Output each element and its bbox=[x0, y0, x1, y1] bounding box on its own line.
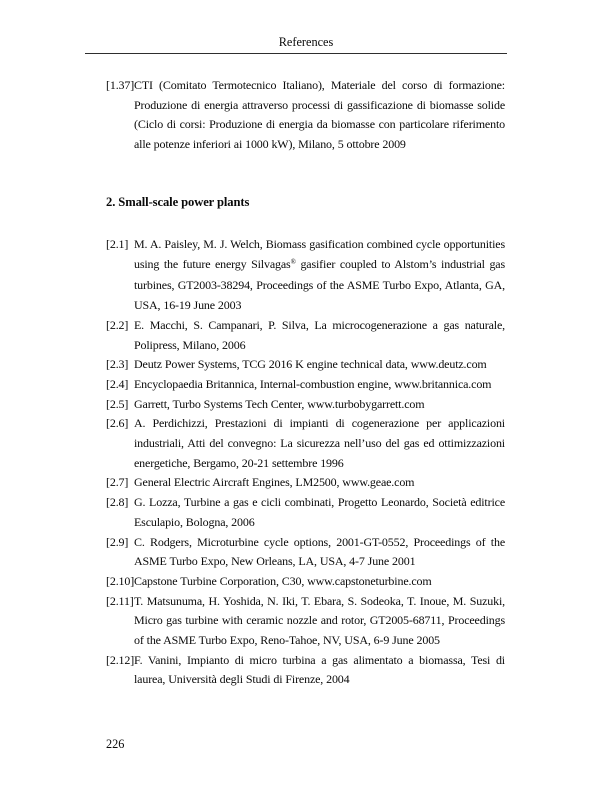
reference-label: [2.3] bbox=[106, 357, 129, 372]
reference-item bbox=[106, 375, 505, 395]
reference-label: [2.12] bbox=[106, 652, 135, 667]
reference-text: Encyclopaedia Britannica, Internal-combustion engine, www.britannica.com bbox=[134, 376, 492, 391]
reference-text: Capstone Turbine Corporation, C30, www.capstoneturbine.com bbox=[134, 573, 432, 588]
reference-label: [2.4] bbox=[106, 376, 129, 391]
reference-label: [2.1] bbox=[106, 237, 129, 251]
reference-item bbox=[106, 473, 505, 493]
reference-list-part1 bbox=[106, 76, 505, 155]
reference-item bbox=[106, 533, 505, 572]
reference-text: Deutz Power Systems, TCG 2016 K engine technical data, www.deutz.com bbox=[134, 357, 487, 372]
reference-list-part2 bbox=[106, 235, 505, 690]
reference-item bbox=[106, 395, 505, 415]
reference-item bbox=[106, 592, 505, 651]
reference-item bbox=[106, 493, 505, 532]
reference-label: [2.5] bbox=[106, 396, 129, 411]
section-heading: 2. Small-scale power plants bbox=[106, 195, 250, 209]
reference-label: [2.7] bbox=[106, 475, 129, 490]
registered-trademark-symbol: ® bbox=[290, 258, 296, 267]
reference-text: G. Lozza, Turbine a gas e cicli combinati, Progetto Leonardo, Società editrice Esculapio, Bologna, 2006 bbox=[134, 495, 505, 529]
reference-text: A. Perdichizzi, Prestazioni di impianti di cogenerazione per applicazioni industriali, Atti del convegno: La sicurezza nell’uso del gas ed ottimizzazioni energetiche, Bergamo, 20-21 settembre 1996 bbox=[134, 416, 505, 470]
reference-item bbox=[106, 572, 505, 592]
reference-item bbox=[106, 414, 505, 473]
reference-item bbox=[106, 651, 505, 690]
reference-item bbox=[106, 355, 505, 375]
reference-label: [2.10] bbox=[106, 573, 135, 588]
reference-label: [2.6] bbox=[106, 416, 129, 431]
reference-label: [2.8] bbox=[106, 495, 129, 510]
reference-text: T. Matsunuma, H. Yoshida, N. Iki, T. Ebara, S. Sodeoka, T. Inoue, M. Suzuki, Micro gas turbine with ceramic nozzle and rotor, GT2005-68711, Proceedings of the ASME Turbo Expo, Reno-Tahoe, NV, USA, 6-9 June 2005 bbox=[134, 593, 505, 648]
reference-item bbox=[106, 76, 505, 155]
reference-text: C. Rodgers, Microturbine cycle options, 2001-GT-0552, Proceedings of the ASME Turbo Expo, New Orleans, LA, USA, 4-7 June 2001 bbox=[134, 534, 505, 569]
running-header-title: References bbox=[278, 35, 334, 49]
reference-item bbox=[106, 235, 505, 316]
reference-label: [1.37] bbox=[106, 78, 135, 92]
page-number: 226 bbox=[106, 737, 125, 751]
reference-label: [2.9] bbox=[106, 534, 129, 549]
reference-text: General Electric Aircraft Engines, LM2500, www.geae.com bbox=[134, 475, 415, 490]
reference-text: Garrett, Turbo Systems Tech Center, www.turbobygarrett.com bbox=[134, 396, 425, 411]
reference-text: M. A. Paisley, M. J. Welch, Biomass gasification combined cycle opportunities using the future energy Silvagas® gasifier coupled to Alstom’s industrial gas turbines, GT2003-38294, Proceedings of the ASME Turbo Expo, Atlanta, GA, USA, 16-19 June 2003 bbox=[134, 237, 505, 313]
reference-text: CTI (Comitato Termotecnico Italiano), Materiale del corso di formazione: Produzione di energia attraverso processi di gassificazione di biomasse solide (Ciclo di corsi: Produzione di energia da biomasse con particolare riferimento alle potenze inferiori ai 1000 kW), Milano, 5 ottobre 2009 bbox=[134, 78, 505, 152]
reference-label: [2.2] bbox=[106, 317, 129, 332]
reference-label: [2.11] bbox=[106, 593, 134, 608]
reference-item bbox=[106, 316, 505, 355]
reference-text: E. Macchi, S. Campanari, P. Silva, La microcogenerazione a gas naturale, Polipress, Milano, 2006 bbox=[134, 317, 505, 352]
reference-text: F. Vanini, Impianto di micro turbina a gas alimentato a biomassa, Tesi di laurea, Università degli Studi di Firenze, 2004 bbox=[134, 652, 505, 687]
header-rule bbox=[85, 53, 507, 54]
